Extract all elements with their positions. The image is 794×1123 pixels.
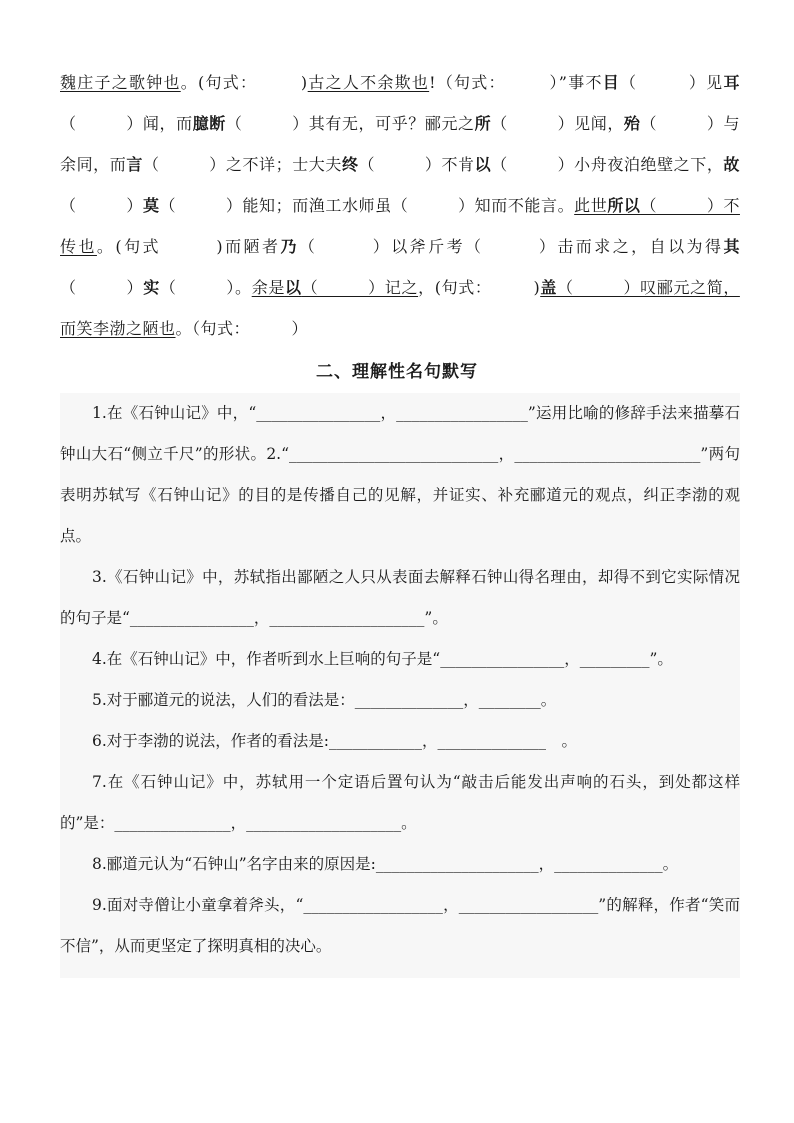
question-4: 4.在《石钟山记》中，作者听到水上巨响的句子是“________________，_________”。 [92, 650, 673, 668]
text-segment: 其 [723, 237, 740, 256]
text-segment: （ ）小舟夜泊绝壁之下， [491, 155, 724, 174]
text-segment: （ ）记之 [301, 278, 419, 297]
text-segment: （ ）能知；而渔工水师虽（ ）知而不能言。 [159, 196, 575, 215]
question-5: 5.对于郦道元的说法，人们的看法是：______________，________。 [92, 691, 557, 709]
text-segment: 盖 [540, 278, 557, 297]
text-segment: （ ）之不详；士大夫 [142, 155, 342, 174]
question-9: 9.面对寺僧让小童拿着斧头，“__________________，__________________”的解释，作者“笑而不信”，从而更坚定了探明真相的决心。 [60, 896, 740, 955]
question-7: 7.在《石钟山记》中，苏轼用一个定语后置句认为“敲击后能发出声响的石头，到处都这样的”是：_______________，____________________。 [60, 773, 740, 832]
text-segment: 余是 [251, 278, 285, 297]
text-segment: （ ）与余同，而 [60, 114, 740, 174]
text-segment: 言 [126, 155, 143, 174]
text-segment: 所以 [607, 196, 641, 215]
text-segment: 。（句式： ） [175, 319, 309, 338]
text-segment: 莫 [142, 196, 160, 215]
text-segment: 古之人不余欺也 [307, 73, 430, 92]
text-segment: （ ）。 [159, 278, 252, 297]
text-segment: （ ）其有无，可乎？郦元之 [225, 114, 475, 133]
text-segment: ，(句式： ) [418, 278, 541, 297]
question-8: 8.郦道元认为“石钟山”名字由来的原因是:_____________________，______________。 [92, 855, 679, 873]
text-segment: 所 [474, 114, 492, 133]
text-segment: 以 [284, 278, 302, 297]
text-segment: 目 [602, 73, 620, 92]
text-segment: 故 [723, 155, 740, 174]
section-heading: 二、理解性名句默写 [316, 362, 478, 382]
quote-dictation-section [60, 393, 740, 978]
text-segment: 。(句式 )而陋者 [96, 237, 281, 256]
question-6: 6.对于李渤的说法，作者的看法是:____________，______________ 。 [92, 732, 578, 750]
text-segment: 。(句式： ) [180, 73, 308, 92]
text-segment: 实 [143, 278, 160, 297]
text-segment: （ ）不传也 [60, 196, 740, 256]
text-segment: 耳 [723, 73, 740, 92]
text-segment: （ ） [60, 278, 144, 297]
text-segment: （ ）见 [619, 73, 724, 92]
text-segment: !（句式： ）”事不 [429, 73, 603, 92]
text-segment: （ ）见闻， [491, 114, 624, 133]
text-segment: （ ）以斧斤考（ ）击而求之，自以为得 [298, 237, 724, 256]
text-segment: （ ）不肯 [358, 155, 475, 174]
text-segment: 殆 [623, 114, 641, 133]
question-1-2: 1.在《石钟山记》中，“________________，_________________”运用比喻的修辞手法来描摹石钟山大石“侧立千尺”的形状。2.“___________________________，________________________”两句表明苏轼写《石钟山记》的目的是传播自己的见解，并证实、补充郦道元的观点，纠正李渤的观点。 [60, 404, 740, 545]
classical-text-exercise [60, 62, 740, 349]
text-segment: 乃 [280, 237, 299, 256]
text-segment: （ ） [60, 196, 143, 215]
text-segment: 臆断 [192, 114, 226, 133]
question-3: 3.《石钟山记》中，苏轼指出鄙陋之人只从表面去解释石钟山得名理由，却得不到它实际情况的句子是“________________，____________________”。 [60, 568, 740, 627]
text-segment: 以 [474, 155, 492, 174]
text-segment: 终 [341, 155, 359, 174]
text-segment: （ ）闻，而 [60, 114, 193, 133]
text-segment: 魏庄子之歌钟也 [60, 73, 181, 92]
text-segment: 此世 [574, 196, 608, 215]
text-segment: （ ）叹郦元之简，而笑李渤之陋也 [60, 278, 740, 338]
